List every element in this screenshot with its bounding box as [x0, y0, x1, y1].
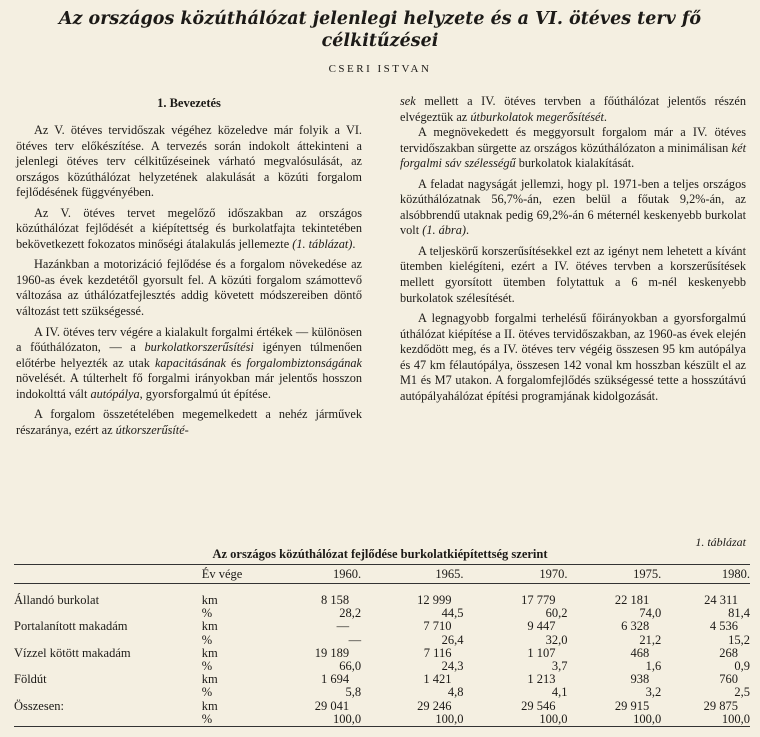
left-paragraph: [16, 325, 362, 403]
cell-percent: 66,0: [339, 659, 362, 674]
unit-percent: %: [201, 685, 213, 700]
text-fragment: .: [465, 223, 470, 238]
cell-km: 4 536: [709, 619, 738, 634]
header-year: 1980.: [661, 565, 750, 584]
cell-percent: 81,4: [728, 606, 750, 621]
cell-km: 29 546: [521, 698, 556, 713]
text-fragment: burkolatok kialakítását.: [515, 156, 635, 171]
table-row-percent: [14, 634, 750, 647]
text-fragment: és: [225, 355, 247, 370]
text-fragment: A legnagyobb forgalmi terhelésű főirányokban a gyorsforgalmú úthálózat kiépítése a II. ötéves tervidőszakban, az 1960-as évek elején kezdődött meg, és a IV. ötéves terv végéig összesen 95 km autópálya és 47 km félautópálya, összesen 142 vonal km hosszban készült el az M1 és M7 utakon. A forgalomfejlődés szükségessé tette a hosszútávú autópályahálózat építési programjának kidolgozását.: [400, 311, 746, 403]
unit-km: km: [201, 593, 218, 608]
text-fragment: igényen túlmenően előtérbe helyezték az utak: [16, 340, 362, 370]
row-label: Portalanított makadám: [14, 619, 128, 634]
table-title: Az országos közúthálózat fejlődése burkolatkiépítettség szerint: [212, 547, 548, 561]
cell-percent: 100,0: [661, 713, 750, 727]
cell-km: 22 181: [614, 593, 650, 608]
text-fragment: Az V. ötéves tervet megelőző időszakban az országos közúthálózat fejlődését a kiépítettség és burkolatfajta tekintetében bekövetkezett fokozatos minőségi átalakulás jellemezte: [16, 205, 362, 251]
cell-km: 7 116: [423, 645, 452, 660]
unit-percent: %: [201, 659, 213, 674]
cell-km: 938: [630, 672, 650, 687]
table-row: [14, 584, 750, 608]
cell-km: 9 447: [527, 619, 556, 634]
cell-percent: 4,8: [447, 685, 464, 700]
text-fragment: forgalombiztonságának: [246, 355, 362, 370]
text-fragment: útkorszerűsíté-: [115, 422, 189, 437]
cell-km: 1 107: [527, 645, 556, 660]
table-row: [14, 673, 750, 686]
cell-km: 12 999: [417, 593, 452, 608]
cell-percent: 2,5: [734, 685, 750, 700]
text-fragment: autópálya: [90, 386, 140, 401]
cell-km: 29 915: [614, 698, 650, 713]
cell-percent: 3,2: [645, 685, 662, 700]
table-row: [14, 700, 750, 713]
unit-percent: %: [201, 606, 213, 621]
text-fragment: (1. ábra): [422, 223, 466, 238]
text-fragment: két forgalmi sáv szélességű: [400, 140, 746, 171]
article-title: Az országos közúthálózat jelenlegi helyzete és a VI. ötéves terv fő célkitűzései: [58, 9, 702, 51]
text-fragment: kapacitásának: [154, 355, 226, 370]
header-year-end: Év vége: [202, 565, 261, 584]
cell-percent: 28,2: [339, 606, 362, 621]
cell-percent: 4,1: [551, 685, 568, 700]
row-label: Összesen:: [14, 698, 64, 713]
table-label: 1. táblázat: [695, 535, 746, 549]
cell-percent: 100,0: [261, 713, 362, 727]
lead-fragment-1: sek: [400, 94, 416, 108]
table-row-percent: [14, 660, 750, 673]
right-lead-paragraph: [400, 94, 746, 125]
row-label: Földút: [14, 672, 47, 687]
left-paragraph: [16, 123, 362, 201]
row-label: Állandó burkolat: [14, 593, 100, 608]
cell-km: 468: [630, 645, 650, 660]
unit-km: km: [201, 619, 218, 634]
unit-percent: %: [201, 632, 213, 647]
table-row-percent: [14, 686, 750, 699]
cell-percent: —: [348, 632, 362, 647]
text-fragment: , gyorsforgalmú út építése.: [139, 386, 271, 401]
cell-percent: 15,2: [728, 632, 750, 647]
table-row-percent: [14, 607, 750, 620]
cell-percent: 74,0: [639, 606, 662, 621]
cell-percent: 0,9: [734, 659, 750, 674]
right-paragraphs: [400, 125, 746, 404]
cell-km: 1 213: [527, 672, 556, 687]
table-body: [14, 584, 750, 727]
text-fragment: (1. táblázat): [292, 236, 353, 251]
cell-km: 6 328: [621, 619, 650, 634]
left-column: [16, 96, 362, 438]
cell-percent: 5,8: [345, 685, 362, 700]
unit-km: km: [201, 672, 218, 687]
cell-km: 29 041: [314, 698, 350, 713]
unit-km: km: [201, 698, 218, 713]
cell-percent: 32,0: [545, 632, 568, 647]
cell-km: 7 710: [423, 619, 452, 634]
text-fragment: A forgalom összetételében megemelkedett a nehéz járművek részaránya, ezért az: [16, 407, 362, 437]
text-fragment: A teljeskörű korszerűsítésekkel ezt az igényt nem lehetett a kívánt ütemben kielégíteni, ezért a IV. ötéves tervben a korszerűsítések mellett gyorsított ütemben folytattuk a 6 m-nél keskenyebb burkolatok szélesítését.: [400, 243, 746, 305]
right-paragraph: [400, 177, 746, 239]
cell-km: 29 875: [703, 698, 738, 713]
text-fragment: Hazánkban a motorizáció fejlődése és a forgalom növekedése az 1960-as évek kezdetétől gyorsult fel. A közúti forgalom számottevő változása az úthálózatfejlesztés addig követett módszereiben döntő változást tett szükségessé.: [16, 257, 362, 319]
left-paragraph: [16, 407, 362, 438]
header-year: 1965.: [361, 565, 463, 584]
cell-percent: 44,5: [441, 606, 464, 621]
row-label: Vízzel kötött makadám: [14, 645, 131, 660]
right-paragraph: [400, 311, 746, 404]
right-paragraph: [400, 244, 746, 306]
road-network-table: [14, 564, 750, 727]
text-fragment: Az V. ötéves tervidőszak végéhez közeledve már folyik a VI. ötéves terv előkészítése. A tervezés során indokolt áttekinteni a jelenlegi ötéves terv célkitűzéseinek várható megvalósulását, az országos közúthálózat helyzetének alakulását a közúti forgalom fejlődésének függvényében.: [16, 123, 362, 200]
left-paragraph: [16, 206, 362, 253]
cell-km: —: [336, 619, 350, 634]
text-fragment: burkolatkorszerűsítési: [144, 340, 254, 355]
text-fragment: A megnövekedett és meggyorsult forgalom már a IV. ötéves tervidőszakban sürgette az országos közúthálózaton a minimálisan: [400, 125, 746, 155]
cell-percent: 1,6: [645, 659, 662, 674]
cell-percent: 26,4: [441, 632, 464, 647]
unit-percent: %: [202, 713, 261, 727]
lead-fragment-4: .: [603, 109, 607, 124]
cell-km: 19 189: [314, 645, 350, 660]
table-row: [14, 620, 750, 633]
cell-percent: 3,7: [551, 659, 568, 674]
text-fragment: A IV. ötéves terv végére a kialakult forgalmi értékek — különösen a főúthálózaton, — a: [16, 324, 362, 355]
text-fragment: A feladat nagyságát jellemzi, hogy pl. 1971-ben a teljes országos közúthálózatnak 56,7%-án, ezen belül a főutak 9,2%-án, az alsóbbrendű utaknak pedig 69,2%-án 6 méternél keskenyebb burkolat volt: [400, 176, 746, 238]
header-year: 1960.: [261, 565, 362, 584]
right-paragraph: [400, 125, 746, 172]
cell-km: 760: [719, 672, 738, 687]
cell-km: 1 421: [423, 672, 452, 687]
cell-percent: 60,2: [545, 606, 568, 621]
unit-km: km: [201, 645, 218, 660]
section-heading: 1. Bevezetés: [157, 96, 221, 110]
left-paragraphs: [16, 123, 362, 438]
cell-km: 1 694: [321, 672, 350, 687]
text-fragment: növelését. A túlterhelt fő forgalmi irányokban már jelentős hosszon indokolttá vált: [16, 371, 362, 401]
table-header-row: [14, 565, 750, 584]
cell-km: 24 311: [704, 593, 738, 608]
left-paragraph: [16, 257, 362, 319]
lead-fragment-2: mellett a IV. ötéves tervben a főúthálózat jelentős részén elvégeztük az: [400, 94, 746, 124]
cell-percent: 100,0: [361, 713, 463, 727]
cell-percent: 24,3: [441, 659, 464, 674]
cell-km: 29 246: [417, 698, 452, 713]
cell-km: 8 158: [321, 593, 350, 608]
header-year: 1975.: [567, 565, 661, 584]
cell-percent: 100,0: [463, 713, 567, 727]
right-column: [400, 94, 746, 404]
table-row: [14, 647, 750, 660]
cell-km: 268: [719, 645, 738, 660]
cell-percent: 100,0: [567, 713, 661, 727]
article-author: CSERI ISTVAN: [328, 63, 432, 75]
header-year: 1970.: [463, 565, 567, 584]
lead-fragment-3: útburkolatok megerősítését: [470, 109, 604, 124]
table-row-percent: [14, 713, 750, 727]
text-fragment: .: [352, 236, 356, 251]
cell-km: 17 779: [521, 593, 556, 608]
cell-percent: 21,2: [639, 632, 662, 647]
